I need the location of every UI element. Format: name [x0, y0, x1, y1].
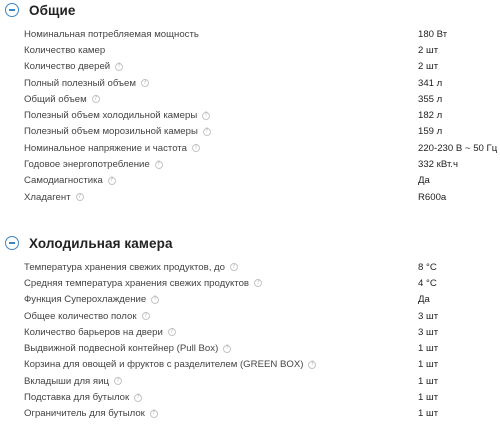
spec-label: Годовое энергопотребление: [24, 159, 150, 171]
spec-value: 1 шт: [418, 359, 439, 371]
spec-label-cell: [0, 408, 418, 419]
spec-label-cell: [0, 94, 418, 105]
spec-row: [0, 308, 500, 324]
spec-value: Да: [418, 175, 430, 187]
spec-label: Полный полезный объем: [24, 77, 136, 89]
spec-value: 3 шт: [418, 326, 439, 338]
question-circle-icon[interactable]: [254, 279, 262, 287]
spec-row: [0, 324, 500, 340]
spec-label-cell: [0, 175, 418, 186]
question-circle-icon[interactable]: [150, 410, 158, 418]
minus-circle-icon[interactable]: [5, 236, 19, 250]
section-title: Холодильная камера: [29, 235, 173, 251]
spec-row: [0, 140, 500, 156]
spec-label-cell: [0, 392, 418, 403]
spec-label: Вкладыши для яиц: [24, 375, 109, 387]
spec-list: [0, 26, 500, 205]
spec-label: Выдвижной подвесной контейнер (Pull Box): [24, 343, 219, 355]
spec-row: [0, 173, 500, 189]
section-fridge: [0, 233, 500, 422]
spec-row: [0, 91, 500, 107]
spec-label: Полезный объем холодильной камеры: [24, 110, 198, 122]
spec-label-cell: [0, 327, 418, 338]
spec-label-cell: [0, 29, 418, 40]
spec-value: 182 л: [418, 110, 443, 122]
spec-label-cell: [0, 110, 418, 121]
spec-value: 3 шт: [418, 310, 439, 322]
spec-label-cell: [0, 359, 418, 370]
question-circle-icon[interactable]: [203, 128, 211, 136]
spec-label-cell: [0, 278, 418, 289]
spec-label: Хладагент: [24, 191, 71, 203]
question-circle-icon[interactable]: [141, 79, 149, 87]
spec-row: [0, 26, 500, 42]
spec-row: [0, 75, 500, 91]
question-circle-icon[interactable]: [142, 312, 150, 320]
spec-label: Функция Суперохлаждение: [24, 294, 147, 306]
question-circle-icon[interactable]: [155, 161, 163, 169]
spec-value: 4 °C: [418, 277, 437, 289]
question-circle-icon[interactable]: [115, 63, 123, 71]
spec-label: Количество барьеров на двери: [24, 326, 163, 338]
spec-label: Средняя температура хранения свежих продуктов: [24, 277, 250, 289]
question-circle-icon[interactable]: [151, 296, 159, 304]
spec-value: Да: [418, 294, 430, 306]
spec-value: 2 шт: [418, 44, 439, 56]
spec-row: [0, 124, 500, 140]
section-header-fridge[interactable]: [0, 233, 500, 253]
spec-label-cell: [0, 126, 418, 137]
spec-row: [0, 189, 500, 205]
spec-row: [0, 357, 500, 373]
question-circle-icon[interactable]: [202, 112, 210, 120]
spec-value: 180 Вт: [418, 28, 448, 40]
spec-value: 1 шт: [418, 392, 439, 404]
question-circle-icon[interactable]: [76, 193, 84, 201]
question-circle-icon[interactable]: [114, 377, 122, 385]
spec-row: [0, 275, 500, 291]
question-circle-icon[interactable]: [230, 263, 238, 271]
spec-value: 159 л: [418, 126, 443, 138]
spec-row: [0, 389, 500, 405]
spec-value: 332 кВт.ч: [418, 159, 458, 171]
spec-row: [0, 59, 500, 75]
spec-value: 220-230 В ~ 50 Гц: [418, 142, 498, 154]
spec-label: Подставка для бутылок: [24, 392, 130, 404]
spec-label-cell: [0, 61, 418, 72]
spec-row: [0, 373, 500, 389]
spec-label-cell: [0, 294, 418, 305]
spec-row: [0, 42, 500, 58]
minus-circle-icon[interactable]: [5, 3, 19, 17]
spec-value: 1 шт: [418, 408, 439, 420]
spec-label: Общий объем: [24, 93, 87, 105]
spec-label: Общее количество полок: [24, 310, 137, 322]
spec-label-cell: [0, 159, 418, 170]
spec-label: Номинальная потребляемая мощность: [24, 28, 199, 40]
spec-label: Количество дверей: [24, 61, 111, 73]
section-title: Общие: [29, 2, 76, 18]
spec-label-cell: [0, 192, 418, 203]
spec-value: 1 шт: [418, 343, 439, 355]
question-circle-icon[interactable]: [168, 328, 176, 336]
spec-label-cell: [0, 78, 418, 89]
spec-label-cell: [0, 45, 418, 56]
spec-value: 355 л: [418, 93, 443, 105]
spec-row: [0, 259, 500, 275]
spec-label-cell: [0, 343, 418, 354]
spec-label: Количество камер: [24, 44, 106, 56]
question-circle-icon[interactable]: [92, 95, 100, 103]
spec-label: Самодиагностика: [24, 175, 103, 187]
spec-value: 8 °C: [418, 261, 437, 273]
spec-row: [0, 107, 500, 123]
spec-label: Ограничитель для бутылок: [24, 408, 145, 420]
spec-label: Температура хранения свежих продуктов, до: [24, 261, 225, 273]
spec-label: Номинальное напряжение и частота: [24, 142, 187, 154]
spec-label-cell: [0, 311, 418, 322]
section-header-general[interactable]: [0, 0, 500, 20]
spec-row: [0, 292, 500, 308]
spec-label: Полезный объем морозильной камеры: [24, 126, 198, 138]
spec-value: 1 шт: [418, 375, 439, 387]
question-circle-icon[interactable]: [308, 361, 316, 369]
question-circle-icon[interactable]: [108, 177, 116, 185]
spec-value: 341 л: [418, 77, 443, 89]
question-circle-icon[interactable]: [223, 345, 231, 353]
section-general: [0, 0, 500, 205]
spec-row: [0, 340, 500, 356]
spec-value: 2 шт: [418, 61, 439, 73]
spec-label: Корзина для овощей и фруктов с разделителем (GREEN BOX): [24, 359, 304, 371]
spec-list: [0, 259, 500, 422]
spec-row: [0, 156, 500, 172]
spec-label-cell: [0, 143, 418, 154]
question-circle-icon[interactable]: [134, 394, 142, 402]
spec-label-cell: [0, 262, 418, 273]
spec-row: [0, 406, 500, 422]
question-circle-icon[interactable]: [192, 144, 200, 152]
spec-label-cell: [0, 376, 418, 387]
spec-value: R600a: [418, 191, 447, 203]
